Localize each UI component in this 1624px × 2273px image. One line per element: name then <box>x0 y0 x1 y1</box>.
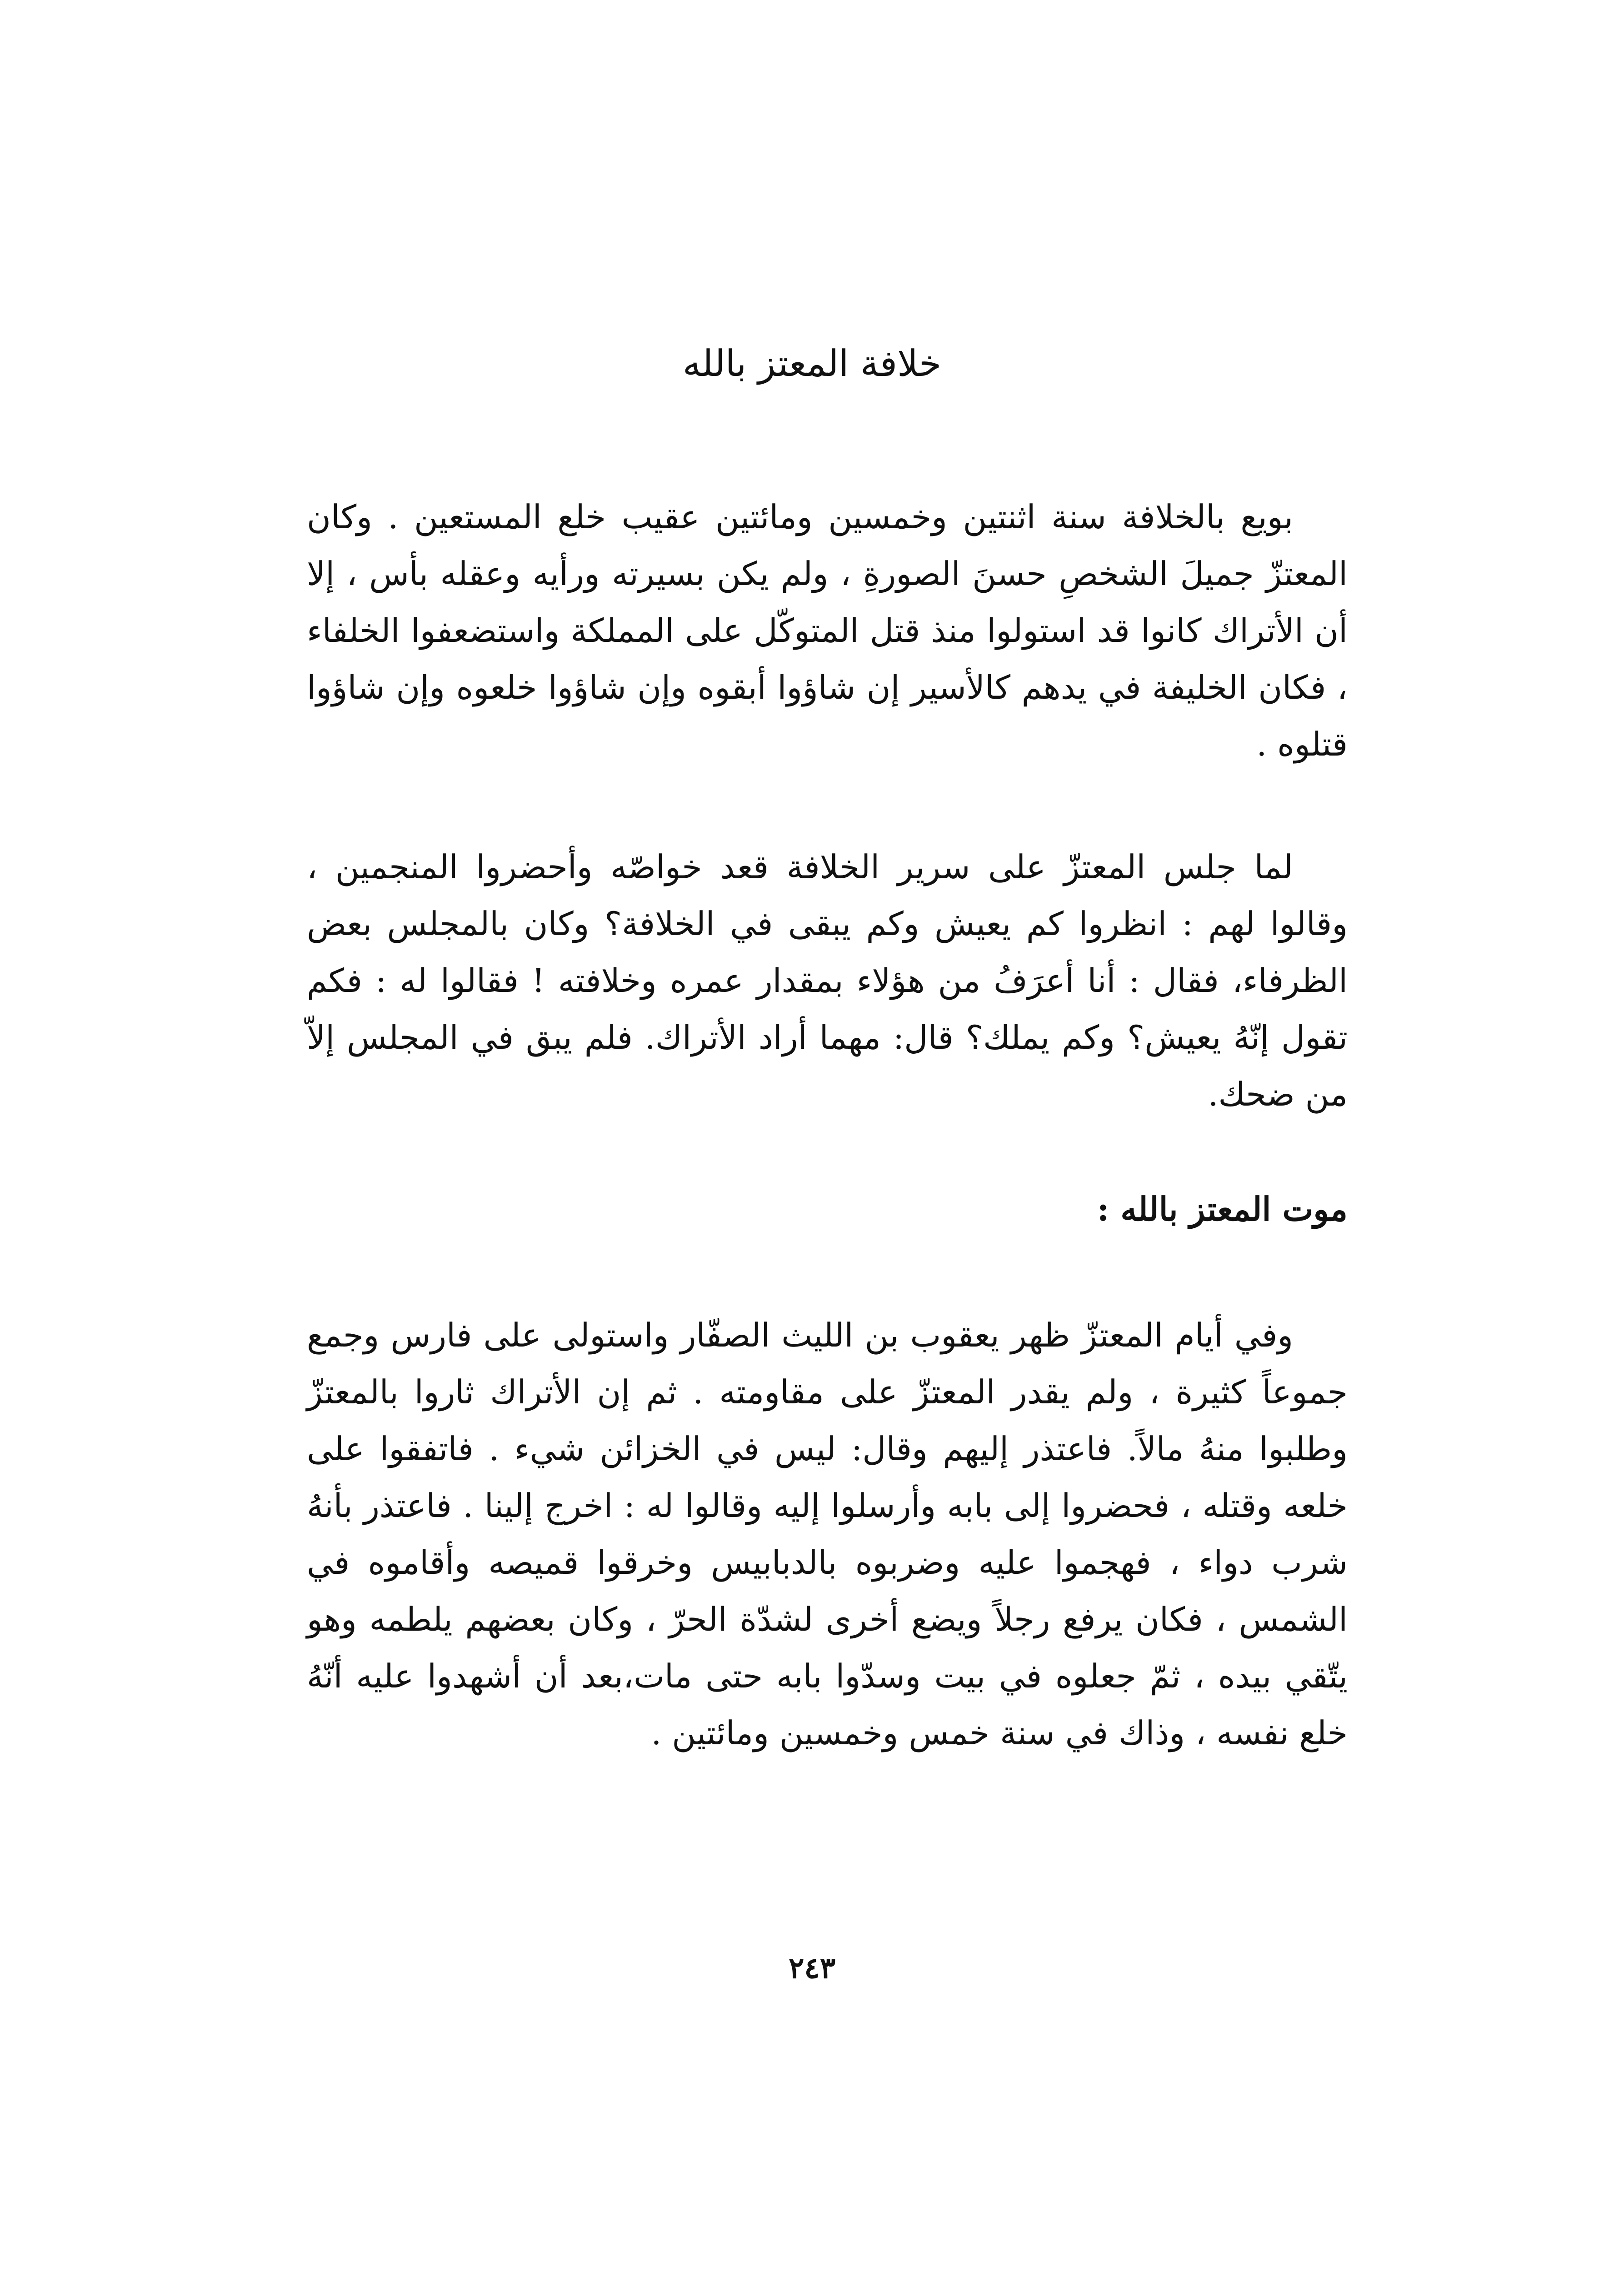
chapter-title: خلافة المعتز بالله <box>682 342 942 385</box>
paragraph-2 <box>307 839 1348 1123</box>
section-heading: موت المعتز بالله : <box>1097 1190 1348 1228</box>
paragraph-text: لما جلس المعتزّ على سرير الخلافة قعد خواصّه وأحضروا المنجمين ، وقالوا لهم : انظروا كم يعيش وكم يبقى في الخلافة؟ وكان بالمجلس بعض الظرفاء، فقال : أنا أعرَفُ من هؤلاء بمقدار عمره وخلافته ! فقالوا له : فكم تقول إنّهُ يعيش؟ وكم يملك؟ قال: مهما أراد الأتراك. فلم يبق في المجلس إلاّ من ضحك. <box>307 848 1348 1113</box>
paragraph-1 <box>307 489 1348 773</box>
paragraph-text: بويع بالخلافة سنة اثنتين وخمسين ومائتين عقيب خلع المستعين . وكان المعتزّ جميلَ الشخصِ حسنَ الصورةِ ، ولم يكن بسيرته ورأيه وعقله بأس ، إلا أن الأتراك كانوا قد استولوا منذ قتل المتوكّل على المملكة واستضعفوا الخلفاء ، فكان الخليفة في يدهم كالأسير إن شاؤوا أبقوه وإن شاؤوا خلعوه وإن شاؤوا قتلوه . <box>307 498 1348 763</box>
paragraph-text: وفي أيام المعتزّ ظهر يعقوب بن الليث الصفّار واستولى على فارس وجمع جموعاً كثيرة ، ولم يقدر المعتزّ على مقاومته . ثم إن الأتراك ثاروا بالمعتزّ وطلبوا منهُ مالاً. فاعتذر إليهم وقال: ليس في الخزائن شيء . فاتفقوا على خلعه وقتله ، فحضروا إلى بابه وأرسلوا إليه وقالوا له : اخرج إلينا . فاعتذر بأنهُ شرب دواء ، فهجموا عليه وضربوه بالدبابيس وخرقوا قميصه وأقاموه في الشمس ، فكان يرفع رجلاً ويضع أخرى لشدّة الحرّ ، وكان بعضهم يلطمه وهو يتّقي بيده ، ثمّ جعلوه في بيت وسدّوا بابه حتى مات،بعد أن أشهدوا عليه أنّهُ خلع نفسه ، وذاك في سنة خمس وخمسين ومائتين . <box>307 1316 1348 1752</box>
paragraph-3 <box>307 1307 1348 1762</box>
page-number: ٢٤٣ <box>788 1951 836 1985</box>
